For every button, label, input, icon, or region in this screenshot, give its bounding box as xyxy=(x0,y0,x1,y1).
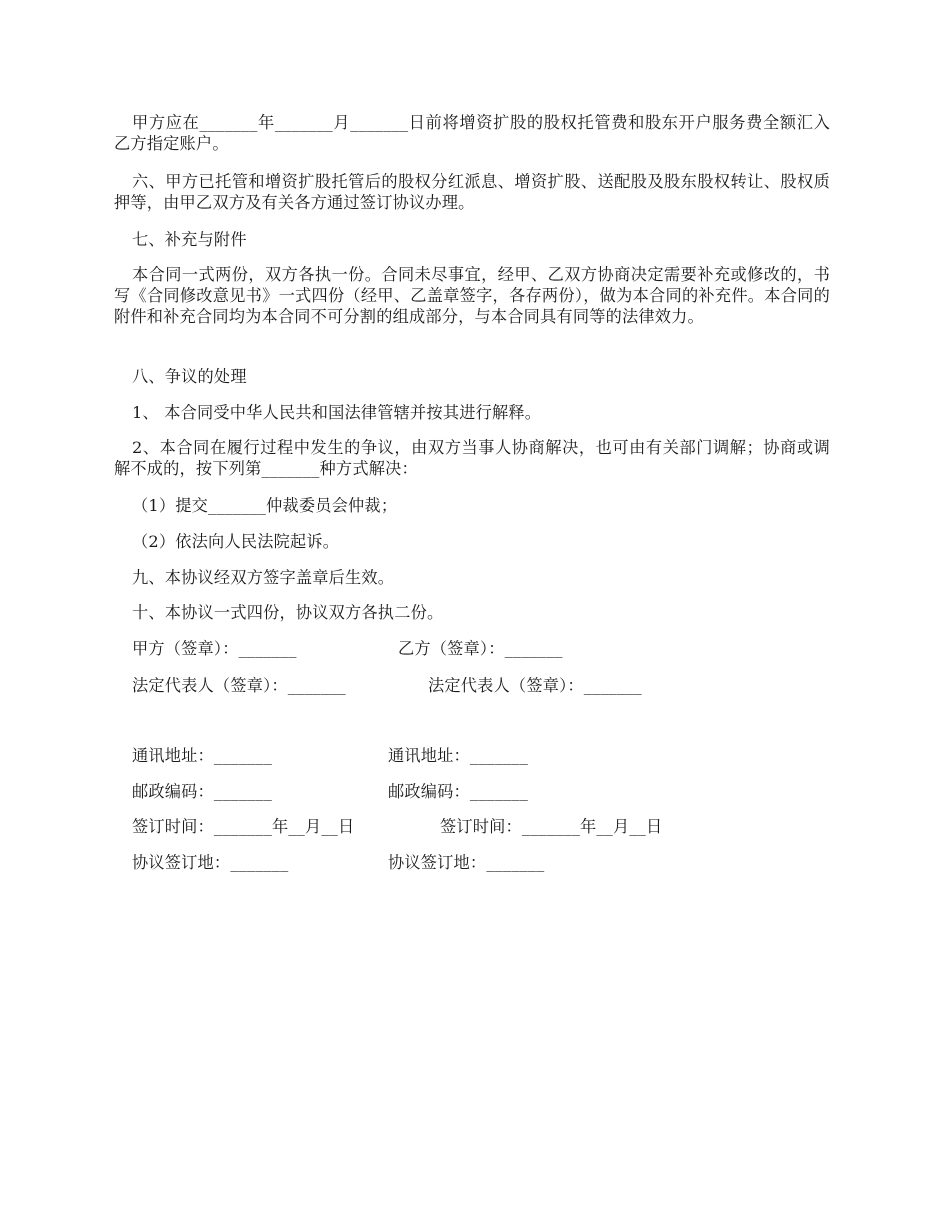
paragraph-clause-six: 六、甲方已托管和增资扩股托管后的股权分红派息、增资扩股、送配股及股东股权转让、股权质押等，由甲乙双方及有关各方通过签订协议办理。 xyxy=(114,172,830,212)
party-a-address: 通讯地址：_______ xyxy=(132,746,272,765)
paragraph-payment-deadline: 甲方应在_______年_______月_______日前将增资扩股的股权托管费和股东开户服务费全额汇入乙方指定账户。 xyxy=(114,113,830,153)
party-a-seal: 甲方（签章）：_______ xyxy=(132,639,297,658)
party-a-representative: 法定代表人（签章）：_______ xyxy=(132,676,346,695)
party-a-signing-date: 签订时间：_______年__月__日 xyxy=(132,817,355,836)
heading-clause-seven: 七、补充与附件 xyxy=(132,230,247,249)
party-a-postcode: 邮政编码：_______ xyxy=(132,782,272,801)
party-b-signing-date: 签订时间：_______年__月__日 xyxy=(440,817,663,836)
party-b-seal: 乙方（签章）：_______ xyxy=(398,639,563,658)
paragraph-clause-nine: 九、本协议经双方签字盖章后生效。 xyxy=(132,568,395,587)
party-b-signing-place: 协议签订地：_______ xyxy=(388,853,545,872)
option-arbitration: （1）提交_______仲裁委员会仲裁； xyxy=(132,496,398,515)
heading-clause-eight: 八、争议的处理 xyxy=(132,367,247,386)
paragraph-supplement: 本合同一式两份，双方各执一份。合同未尽事宜，经甲、乙双方协商决定需要补充或修改的，书写《合同修改意见书》一式四份（经甲、乙盖章签字，各存两份），做为本合同的补充件。本合同的附件和补充合同均为本合同不可分割的组成部分，与本合同具有同等的法律效力。 xyxy=(114,265,830,326)
document-page xyxy=(114,0,830,1230)
party-a-signing-place: 协议签订地：_______ xyxy=(132,853,289,872)
party-b-postcode: 邮政编码：_______ xyxy=(388,782,528,801)
paragraph-governing-law: 1、 本合同受中华人民共和国法律管辖并按其进行解释。 xyxy=(132,403,542,422)
party-b-representative: 法定代表人（签章）：_______ xyxy=(428,676,642,695)
paragraph-dispute-resolution: 2、本合同在履行过程中发生的争议，由双方当事人协商解决，也可由有关部门调解；协商或调解不成的，按下列第_______种方式解决： xyxy=(114,438,830,478)
party-b-address: 通讯地址：_______ xyxy=(388,746,528,765)
paragraph-clause-ten: 十、本协议一式四份，协议双方各执二份。 xyxy=(132,603,444,622)
option-litigation: （2）依法向人民法院起诉。 xyxy=(132,532,340,551)
